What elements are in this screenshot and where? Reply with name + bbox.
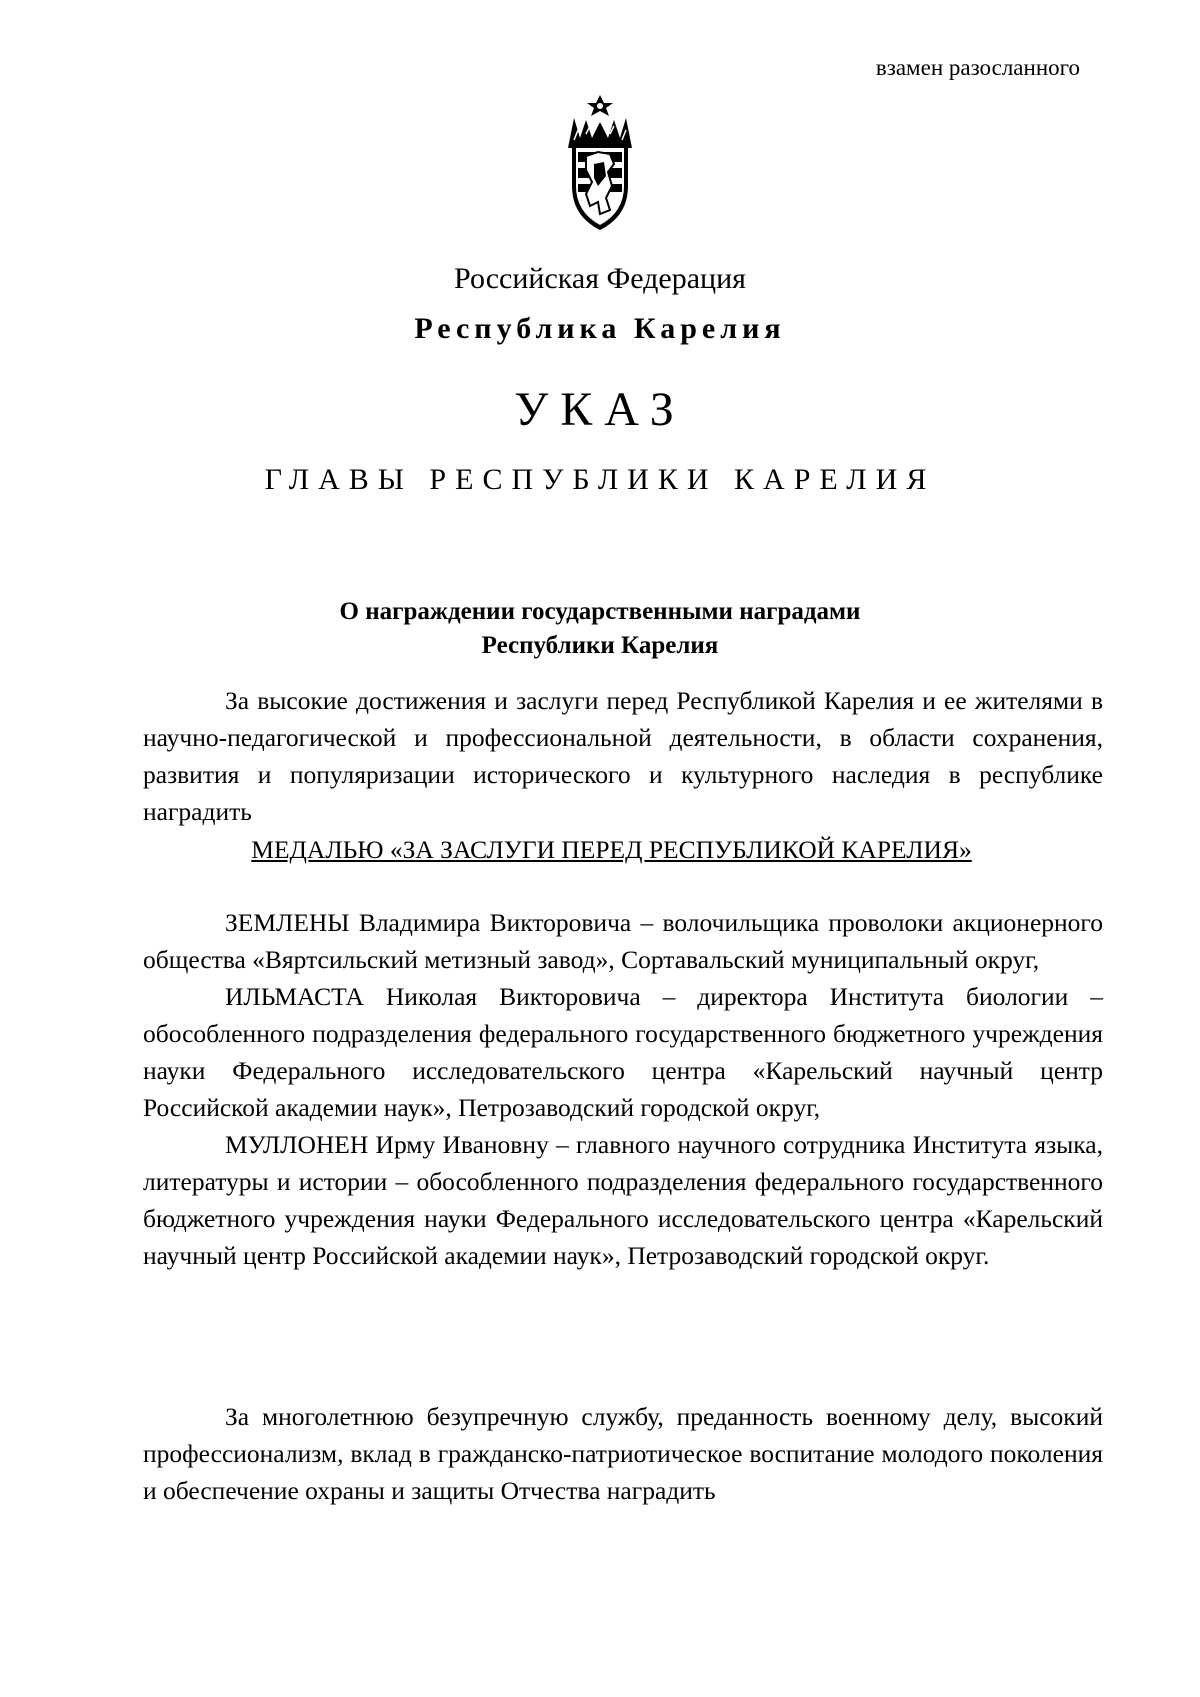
awardee-paragraph: ЗЕМЛЕНЫ Владимира Викторовича – волочильщика проволоки акционерного общества «Вяртсильский метизный завод», Сортавальский муниципальный округ, (143, 908, 1103, 974)
country-name: Российская Федерация (454, 262, 746, 295)
service-section (143, 1398, 1103, 1509)
medal-name: МЕДАЛЬЮ «ЗА ЗАСЛУГИ ПЕРЕД РЕСПУБЛИКОЙ КАРЕЛИЯ» (251, 835, 972, 864)
issuer-heading: ГЛАВЫ РЕСПУБЛИКИ КАРЕЛИЯ (264, 463, 936, 496)
decree-title (0, 595, 1200, 663)
awardees-list (143, 904, 1103, 1274)
decree-title-line-2: Республики Карелия (481, 632, 719, 659)
republic-name: Республика Карелия (414, 312, 786, 345)
intro-section (143, 682, 1103, 830)
coat-of-arms-of-karelia-icon (564, 94, 636, 231)
awardee-paragraph: ИЛЬМАСТА Николая Викторовича – директора Института биологии – обособленного подразделения федерального государственного бюджетного учреждения науки Федерального исследовательского центра «Карельский научный центр Российской академии наук», Петрозаводский городской округ, (143, 982, 1103, 1122)
service-paragraph: За многолетнюю безупречную службу, преданность военному делу, высокий профессионализм, вклад в гражданско-патриотическое воспитание молодого поколения и обеспечение охраны и защиты Отчества наградить (143, 1402, 1103, 1505)
decree-title-line-1: О награждении государственными наградами (339, 598, 861, 625)
awardee-paragraph: МУЛЛОНЕН Ирму Ивановну – главного научного сотрудника Института языка, литературы и истории – обособленного подразделения федерального государственного бюджетного учреждения науки Федерального исследовательского центра «Карельский научный центр Российской академии наук», Петрозаводский городской округ. (143, 1130, 1103, 1270)
intro-paragraph: За высокие достижения и заслуги перед Республикой Карелия и ее жителями в научно-педагогической и профессиональной деятельности, в области сохранения, развития и популяризации исторического и культурного наследия в республике наградить (143, 686, 1103, 826)
act-type-heading: УКАЗ (514, 383, 686, 436)
replacement-note: взамен разосланного (875, 55, 1080, 80)
